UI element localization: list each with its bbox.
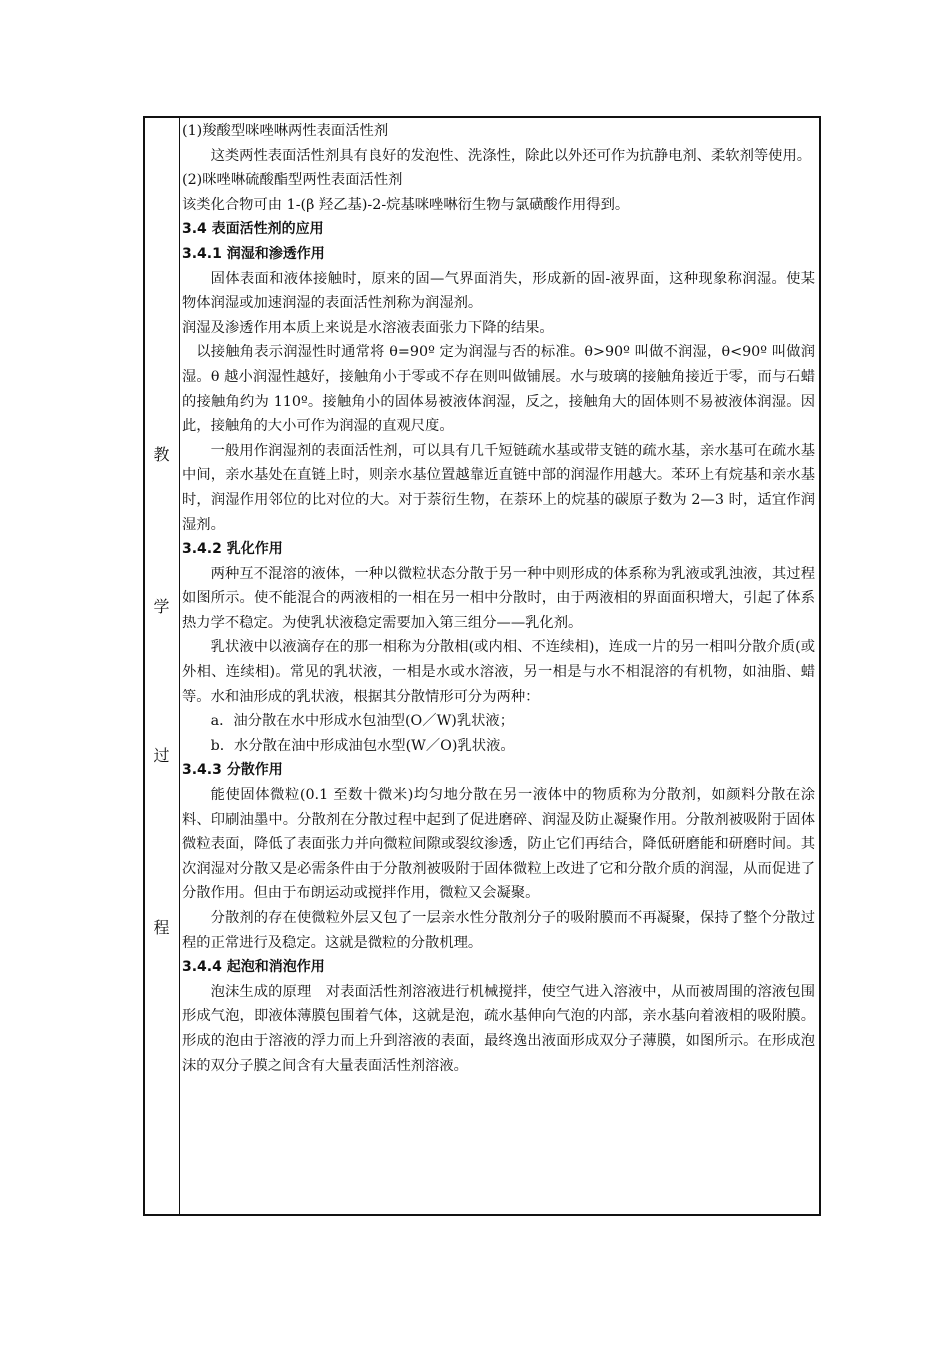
lesson-content xyxy=(182,119,815,1078)
section-heading: 3.4.4 起泡和消泡作用 xyxy=(182,959,325,976)
paragraph: (2)咪唑啉硫酸酯型两性表面活性剂 xyxy=(182,172,403,189)
side-label-guo: 过 xyxy=(153,746,170,765)
paragraph: 能使固体微粒(0.1 至数十微米)均匀地分散在另一液体中的物质称为分散剂，如颜料分散在涂料、印刷油墨中。分散剂在分散过程中起到了促进磨碎、润湿及防止凝聚作用。分散剂被吸附于固体微粒表面，降低了表面张力并向微粒间隙或裂纹渗透，防止它们再结合，降低研磨能和研磨时间。其次润湿对分散又是必需条件由于分散剂被吸附于固体微粒上改进了它和分散介质的润湿，从而促进了分散作用。但由于布朗运动或搅拌作用，微粒又会凝聚。 xyxy=(182,787,815,902)
section-heading: 3.4.3 分散作用 xyxy=(182,762,283,779)
paragraph: 乳状液中以液滴存在的那一相称为分散相(或内相、不连续相)，连成一片的另一相叫分散介质(或外相、连续相)。常见的乳状液，一相是水或水溶液，另一相是与水不相混溶的有机物，如油脂、蜡等。水和油形成的乳状液，根据其分散情形可分为两种： xyxy=(182,639,815,705)
side-label-jiao: 教 xyxy=(153,445,170,464)
side-label-cheng: 程 xyxy=(153,918,170,937)
paragraph: 一般用作润湿剂的表面活性剂，可以具有几千短链疏水基或带支链的疏水基，亲水基可在疏水基中间，亲水基处在直链上时，则亲水基位置越靠近直链中部的润湿作用越大。苯环上有烷基和亲水基时，润湿作用邻位的比对位的大。对于萘衍生物，在萘环上的烷基的碳原子数为 2—3 时，适宜作润湿剂。 xyxy=(182,442,815,533)
paragraph: 以接触角表示润湿性时通常将 θ=90º 定为润湿与否的标准。θ>90º 叫做不润湿，θ<90º 叫做润湿。θ 越小润湿性越好，接触角小于零或不存在则叫做铺展。水与玻璃的接触角接近于零，而与石蜡的接触角约为 110º。接触角小的固体易被液体润湿，反之，接触角大的固体则不易被液体润湿。因此，接触角的大小可作为润湿的直观尺度。 xyxy=(182,344,815,435)
side-label-xue: 学 xyxy=(153,597,170,616)
paragraph: a．油分散在水中形成水包油型(O／W)乳状液； xyxy=(210,713,515,730)
lesson-table xyxy=(143,116,821,1216)
section-heading: 3.4 表面活性剂的应用 xyxy=(182,221,324,238)
paragraph: 该类化合物可由 1-(β 羟乙基)-2-烷基咪唑啉衍生物与氯磺酸作用得到。 xyxy=(182,196,630,213)
paragraph: 润湿及渗透作用本质上来说是水溶液表面张力下降的结果。 xyxy=(182,319,554,336)
paragraph: 泡沫生成的原理 对表面活性剂溶液进行机械搅拌，使空气进入溶液中，从而被周围的溶液包围形成气泡，即液体薄膜包围着气体，这就是泡，疏水基伸向气泡的内部，亲水基向着液相的吸附膜。形成的泡由于溶液的浮力而上升到溶液的表面，最终逸出液面形成双分子薄膜，如图所示。在形成泡沫的双分子膜之间含有大量表面活性剂溶液。 xyxy=(182,983,815,1074)
paragraph: 这类两性表面活性剂具有良好的发泡性、洗涤性，除此以外还可作为抗静电剂、柔软剂等使用。 xyxy=(210,147,812,164)
section-heading: 3.4.2 乳化作用 xyxy=(182,541,283,558)
paragraph: 两种互不混溶的液体，一种以微粒状态分散于另一种中则形成的体系称为乳液或乳浊液，其过程如图所示。使不能混合的两液相的一相在另一相中分散时，由于两液相的界面面积增大，引起了体系热力学不稳定。为使乳状液稳定需要加入第三组分——乳化剂。 xyxy=(182,565,815,631)
paragraph: 分散剂的存在使微粒外层又包了一层亲水性分散剂分子的吸附膜而不再凝聚，保持了整个分散过程的正常进行及稳定。这就是微粒的分散机理。 xyxy=(182,910,815,951)
paragraph: 固体表面和液体接触时，原来的固—气界面消失，形成新的固-液界面，这种现象称润湿。使某物体润湿或加速润湿的表面活性剂称为润湿剂。 xyxy=(182,270,815,312)
section-heading: 3.4.1 润湿和渗透作用 xyxy=(182,245,325,262)
paragraph: b．水分散在油中形成油包水型(W／O)乳状液。 xyxy=(210,737,515,754)
paragraph: (1)羧酸型咪唑啉两性表面活性剂 xyxy=(182,123,389,139)
side-label-column xyxy=(145,118,180,1214)
